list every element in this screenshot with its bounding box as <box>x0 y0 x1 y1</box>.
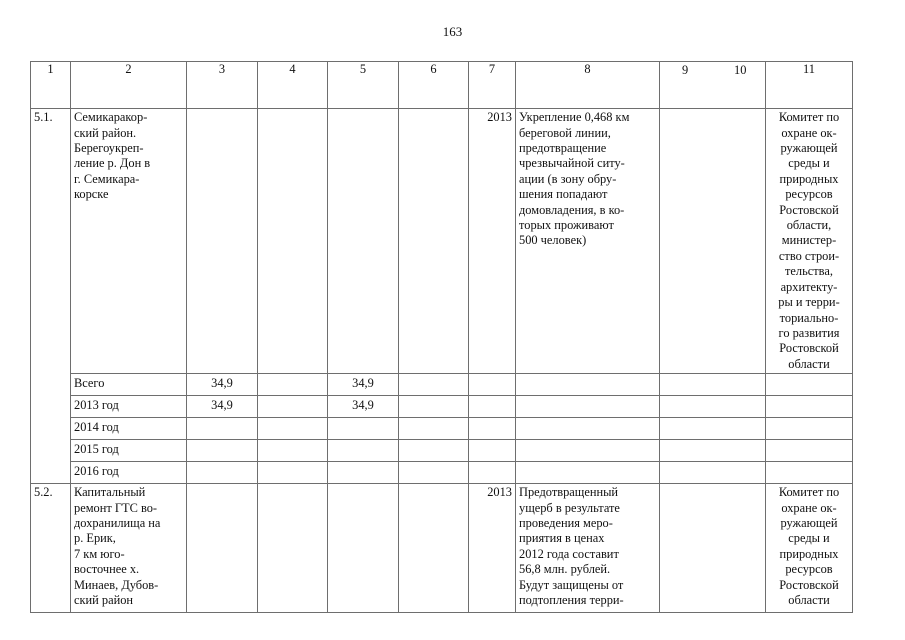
row-number: 5.1. <box>31 109 71 484</box>
table-cell <box>258 418 328 440</box>
table-row <box>31 374 853 396</box>
row-number: 5.2. <box>31 484 71 613</box>
table-cell <box>399 462 469 484</box>
table-cell <box>516 418 660 440</box>
table-row <box>31 440 853 462</box>
table-cell <box>399 440 469 462</box>
table-cell <box>328 484 399 613</box>
header-cell: 8 <box>516 62 660 109</box>
header-cell: 5 <box>328 62 399 109</box>
header-cell: 1 <box>31 62 71 109</box>
table-cell <box>660 109 766 374</box>
header-cell: 2 <box>71 62 187 109</box>
table-cell <box>660 374 766 396</box>
header-cell-9-10 <box>660 62 766 109</box>
table-row <box>31 109 853 374</box>
responsible-org: Комитет по охране ок- ружающей среды и природных ресурсов Ростовской области, министер- ство строи- тельства, архитекту- ры и терри- ториально- го развития Ростовской области <box>766 109 853 374</box>
year-cell: 2013 <box>469 109 516 374</box>
table-row <box>31 484 853 613</box>
table-cell <box>660 484 766 613</box>
measure-name: Семикаракор- ский район. Берегоукреп- ление р. Дон в г. Семикара- корске <box>71 109 187 374</box>
table-cell <box>399 374 469 396</box>
table-cell: 34,9 <box>187 374 258 396</box>
page-number: 163 <box>442 24 463 39</box>
table-row <box>31 418 853 440</box>
table-cell <box>766 462 853 484</box>
table-cell <box>766 418 853 440</box>
header-cell: 6 <box>399 62 469 109</box>
table-cell <box>328 418 399 440</box>
table-cell <box>469 440 516 462</box>
table-cell <box>187 109 258 374</box>
table-cell <box>258 109 328 374</box>
table-cell <box>516 462 660 484</box>
table-cell <box>469 462 516 484</box>
table-cell <box>187 418 258 440</box>
table-cell <box>516 396 660 418</box>
responsible-org: Комитет по охране ок- ружающей среды и природных ресурсов Ростовской области <box>766 484 853 613</box>
table-cell <box>399 109 469 374</box>
program-table <box>30 61 853 613</box>
table-cell <box>469 374 516 396</box>
result-cell: Предотвращенный ущерб в результате проведения меро- приятия в ценах 2012 года составит 56,8 млн. рублей. Будут защищены от подтопления терри- <box>516 484 660 613</box>
table-cell <box>766 440 853 462</box>
subrow-label: 2013 год <box>71 396 187 418</box>
table-cell: 34,9 <box>328 374 399 396</box>
measure-name: Капитальный ремонт ГТС во- дохранилища на р. Ерик, 7 км юго- восточнее х. Минаев, Дубов- ский район <box>71 484 187 613</box>
table-cell <box>187 484 258 613</box>
table-cell <box>469 418 516 440</box>
subrow-label: 2015 год <box>71 440 187 462</box>
table-cell <box>399 418 469 440</box>
table-cell <box>469 396 516 418</box>
table-cell <box>187 440 258 462</box>
table-cell <box>258 440 328 462</box>
table-cell <box>258 484 328 613</box>
year-cell: 2013 <box>469 484 516 613</box>
header-row <box>31 62 853 109</box>
header-cell: 4 <box>258 62 328 109</box>
header-cell: 10 <box>734 63 747 77</box>
subrow-label: 2014 год <box>71 418 187 440</box>
table-cell <box>399 484 469 613</box>
table-cell <box>660 418 766 440</box>
table-cell: 34,9 <box>328 396 399 418</box>
header-cell: 9 <box>682 63 689 77</box>
table-row <box>31 396 853 418</box>
table-cell <box>328 462 399 484</box>
subrow-label: Всего <box>71 374 187 396</box>
table-cell <box>516 374 660 396</box>
subrow-label: 2016 год <box>71 462 187 484</box>
header-cell: 3 <box>187 62 258 109</box>
table-cell <box>766 396 853 418</box>
result-cell: Укрепление 0,468 км береговой линии, предотвращение чрезвычайной ситу- ации (в зону обру- шения попадают домовладения, в ко- торых проживают 500 человек) <box>516 109 660 374</box>
table-cell <box>258 374 328 396</box>
header-cell: 11 <box>766 62 853 109</box>
table-row <box>31 462 853 484</box>
table-cell <box>660 396 766 418</box>
table-cell: 34,9 <box>187 396 258 418</box>
table-cell <box>258 462 328 484</box>
table-cell <box>258 396 328 418</box>
table-cell <box>660 462 766 484</box>
table-cell <box>660 440 766 462</box>
table-cell <box>328 109 399 374</box>
table-cell <box>766 374 853 396</box>
table-cell <box>399 396 469 418</box>
header-cell: 7 <box>469 62 516 109</box>
table-cell <box>516 440 660 462</box>
table-cell <box>328 440 399 462</box>
table-cell <box>187 462 258 484</box>
